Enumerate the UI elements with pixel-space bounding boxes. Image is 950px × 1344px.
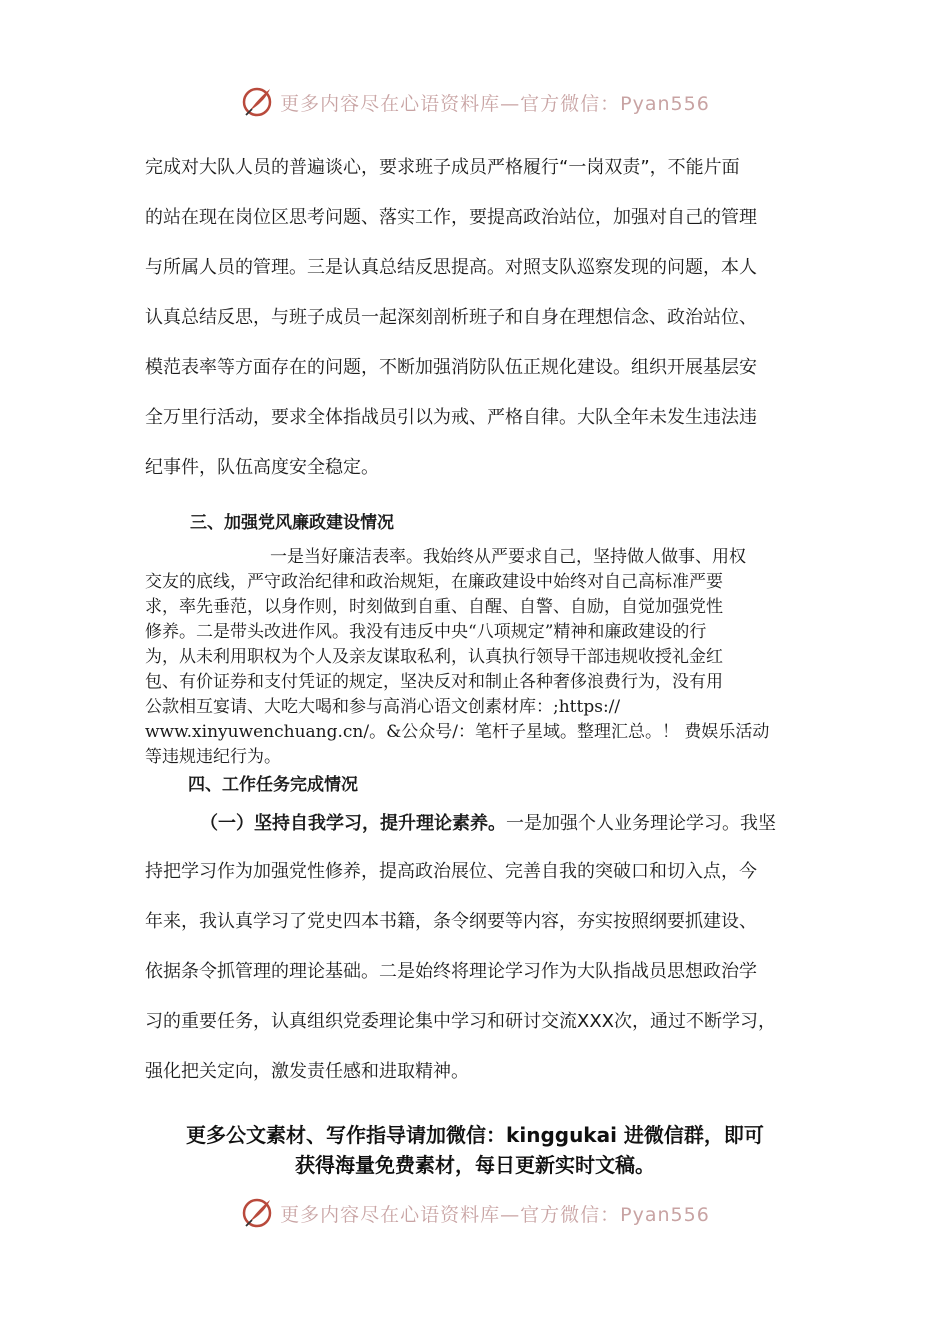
- promo-line: 更多公文素材、写作指导请加微信：kinggukai 进微信群，即可: [186, 1123, 764, 1147]
- text-line: 纪事件，队伍高度安全稳定。: [145, 457, 379, 478]
- text-line: 交友的底线，严守政治纪律和政治规矩，在廉政建设中始终对自己高标准严要: [145, 572, 723, 592]
- footer-banner: [0, 1193, 950, 1233]
- promo-block: [0, 1120, 950, 1180]
- text-line: 为，从未利用职权为个人及亲友谋取私利，认真执行领导干部违规收授礼金红: [145, 647, 723, 667]
- quill-logo-icon: [240, 85, 274, 119]
- text-line: 年来，我认真学习了党史四本书籍，条令纲要等内容，夯实按照纲要抓建设、: [145, 911, 757, 932]
- banner-text: 更多内容尽在心语资料库—官方微信：Pyan556: [280, 92, 710, 115]
- text-line: 依据条令抓管理的理论基础。二是始终将理论学习作为大队指战员思想政治学: [145, 961, 757, 982]
- quill-logo-icon: [240, 1196, 274, 1230]
- text-line: 持把学习作为加强党性修养，提高政治展位、完善自我的突破口和切入点，今: [145, 861, 757, 882]
- text-line: 等违规违纪行为。: [145, 747, 281, 767]
- text-line: 修养。二是带头改进作风。我没有违反中央“八项规定”精神和廉政建设的行: [145, 622, 707, 642]
- text-line: 强化把关定向，激发责任感和进取精神。: [145, 1061, 469, 1082]
- text-line: 求，率先垂范，以身作则，时刻做到自重、自醒、自警、自励，自觉加强党性: [145, 597, 723, 617]
- text-run: 一是加强个人业务理论学习。我坚: [506, 813, 776, 834]
- subsection-heading: （一）坚持自我学习，提升理论素养。: [200, 813, 506, 834]
- header-banner: [0, 82, 950, 122]
- text-line: www.xinyuwenchuang.cn/。&公众号/：笔杆子星域。整理汇总。！ 费娱乐活动: [145, 722, 770, 742]
- text-line: 与所属人员的管理。三是认真总结反思提高。对照支队巡察发现的问题，本人: [145, 257, 757, 278]
- text-line: 习的重要任务，认真组织党委理论集中学习和研讨交流XXX次，通过不断学习，: [145, 1011, 776, 1032]
- section-four-heading: 四、工作任务完成情况: [188, 775, 358, 795]
- banner-text: 更多内容尽在心语资料库—官方微信：Pyan556: [280, 1203, 710, 1226]
- section-three-body: [145, 545, 805, 770]
- text-line: 完成对大队人员的普遍谈心，要求班子成员严格履行“一岗双责”，不能片面: [145, 157, 740, 178]
- section-two-paragraph: [145, 156, 815, 506]
- promo-line: 获得海量免费素材，每日更新实时文稿。: [295, 1153, 655, 1177]
- text-line: 模范表率等方面存在的问题，不断加强消防队伍正规化建设。组织开展基层安: [145, 357, 757, 378]
- text-line: 一是当好廉洁表率。我始终从严要求自己，坚持做人做事、用权: [270, 547, 746, 567]
- text-line: 包、有价证券和支付凭证的规定，坚决反对和制止各种奢侈浪费行为，没有用: [145, 672, 723, 692]
- text-line: 认真总结反思，与班子成员一起深刻剖析班子和自身在理想信念、政治站位、: [145, 307, 757, 328]
- section-four-body: [145, 860, 815, 1110]
- text-line: 公款相互宴请、大吃大喝和参与高消心语文创素材库：;https://: [145, 697, 621, 717]
- section-four-first-line: [200, 812, 820, 862]
- section-three-heading: 三、加强党风廉政建设情况: [190, 513, 394, 533]
- text-line: 全万里行活动，要求全体指战员引以为戒、严格自律。大队全年未发生违法违: [145, 407, 757, 428]
- text-line: 的站在现在岗位区思考问题、落实工作，要提高政治站位，加强对自己的管理: [145, 207, 757, 228]
